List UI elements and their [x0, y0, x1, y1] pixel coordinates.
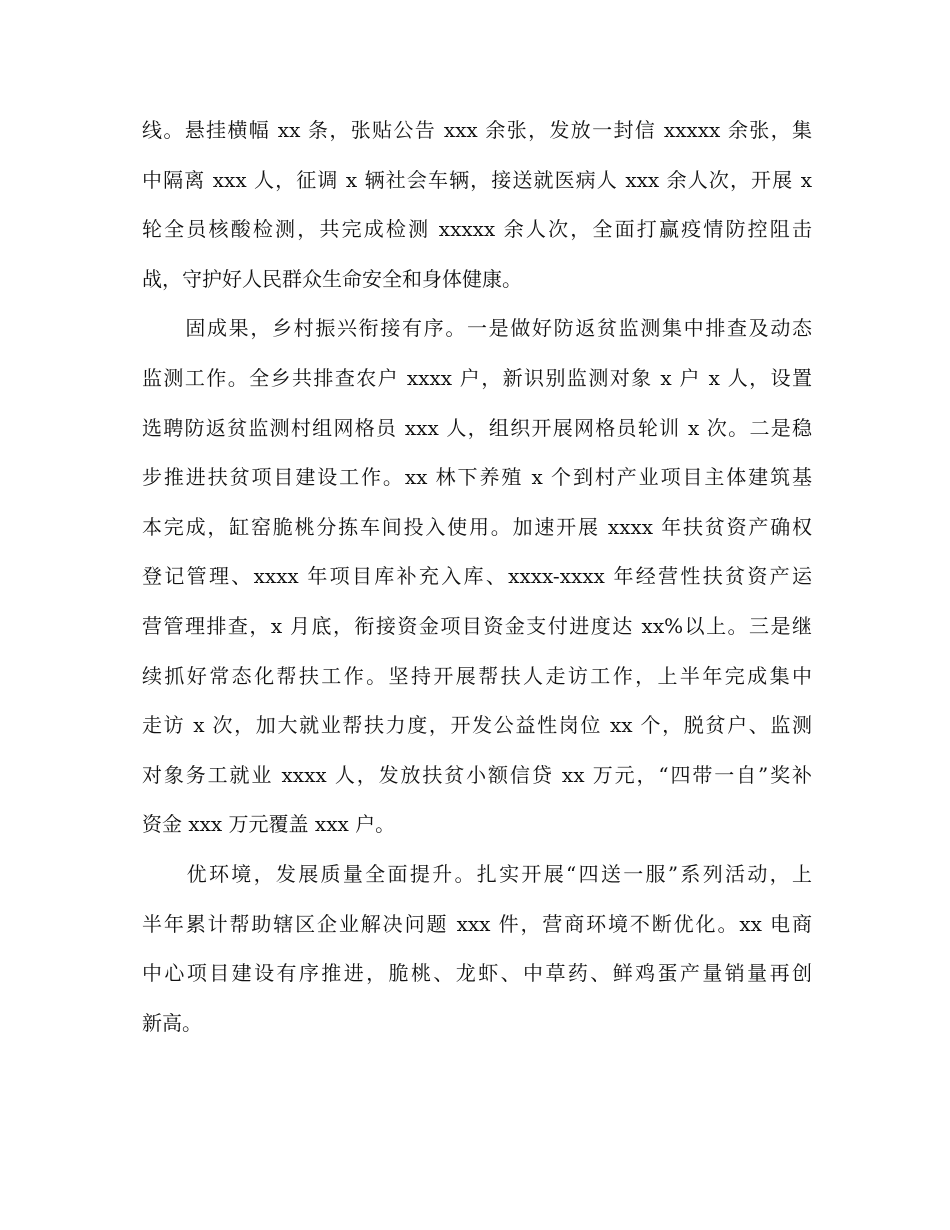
text-line: 走访 x 次，加大就业帮扶力度，开发公益性岗位 xx 个，脱贫户、监测 [142, 713, 812, 738]
text-line: 战，守护好人民群众生命安全和身体健康。 [142, 266, 522, 291]
text-line: 营管理排查，x 月底，衔接资金项目资金支付进度达 xx%以上。三是继 [142, 613, 812, 638]
text-line: 半年累计帮助辖区企业解决问题 xxx 件，营商环境不断优化。xx 电商 [142, 911, 812, 936]
text-line: 对象务工就业 xxxx 人，发放扶贫小额信贷 xx 万元，“四带一自”奖补 [142, 762, 812, 787]
text-line: 监测工作。全乡共排查农户 xxxx 户，新识别监测对象 x 户 x 人，设置 [142, 365, 812, 390]
paragraph-business-environment [142, 850, 812, 1048]
text-line: 中隔离 xxx 人，征调 x 辆社会车辆，接送就医病人 xxx 余人次，开展 x [142, 167, 812, 192]
text-line: 步推进扶贫项目建设工作。xx 林下养殖 x 个到村产业项目主体建筑基 [142, 465, 812, 490]
document-body [142, 106, 812, 1048]
text-line: 资金 xxx 万元覆盖 xxx 户。 [142, 812, 396, 837]
text-line: 本完成，缸窑脆桃分拣车间投入使用。加速开展 xxxx 年扶贫资产确权 [142, 514, 812, 539]
text-line: 选聘防返贫监测村组网格员 xxx 人，组织开展网格员轮训 x 次。二是稳 [142, 415, 812, 440]
text-line: 固成果，乡村振兴衔接有序。一是做好防返贫监测集中排查及动态 [142, 316, 812, 341]
text-line: 续抓好常态化帮扶工作。坚持开展帮扶人走访工作，上半年完成集中 [142, 663, 812, 688]
text-line: 优环境，发展质量全面提升。扎实开展“四送一服”系列活动，上 [142, 861, 812, 886]
text-line: 新高。 [142, 1010, 202, 1035]
text-line: 线。悬挂横幅 xx 条，张贴公告 xxx 余张，发放一封信 xxxxx 余张，集 [142, 118, 812, 142]
paragraph-rural-revitalization [142, 304, 812, 850]
text-line: 轮全员核酸检测，共完成检测 xxxxx 余人次，全面打赢疫情防控阻击 [142, 217, 812, 242]
paragraph-epidemic-prevention [142, 106, 812, 304]
text-line: 登记管理、xxxx 年项目库补充入库、xxxx-xxxx 年经营性扶贫资产运 [142, 564, 812, 589]
text-line: 中心项目建设有序推进，脆桃、龙虾、中草药、鲜鸡蛋产量销量再创 [142, 961, 812, 986]
